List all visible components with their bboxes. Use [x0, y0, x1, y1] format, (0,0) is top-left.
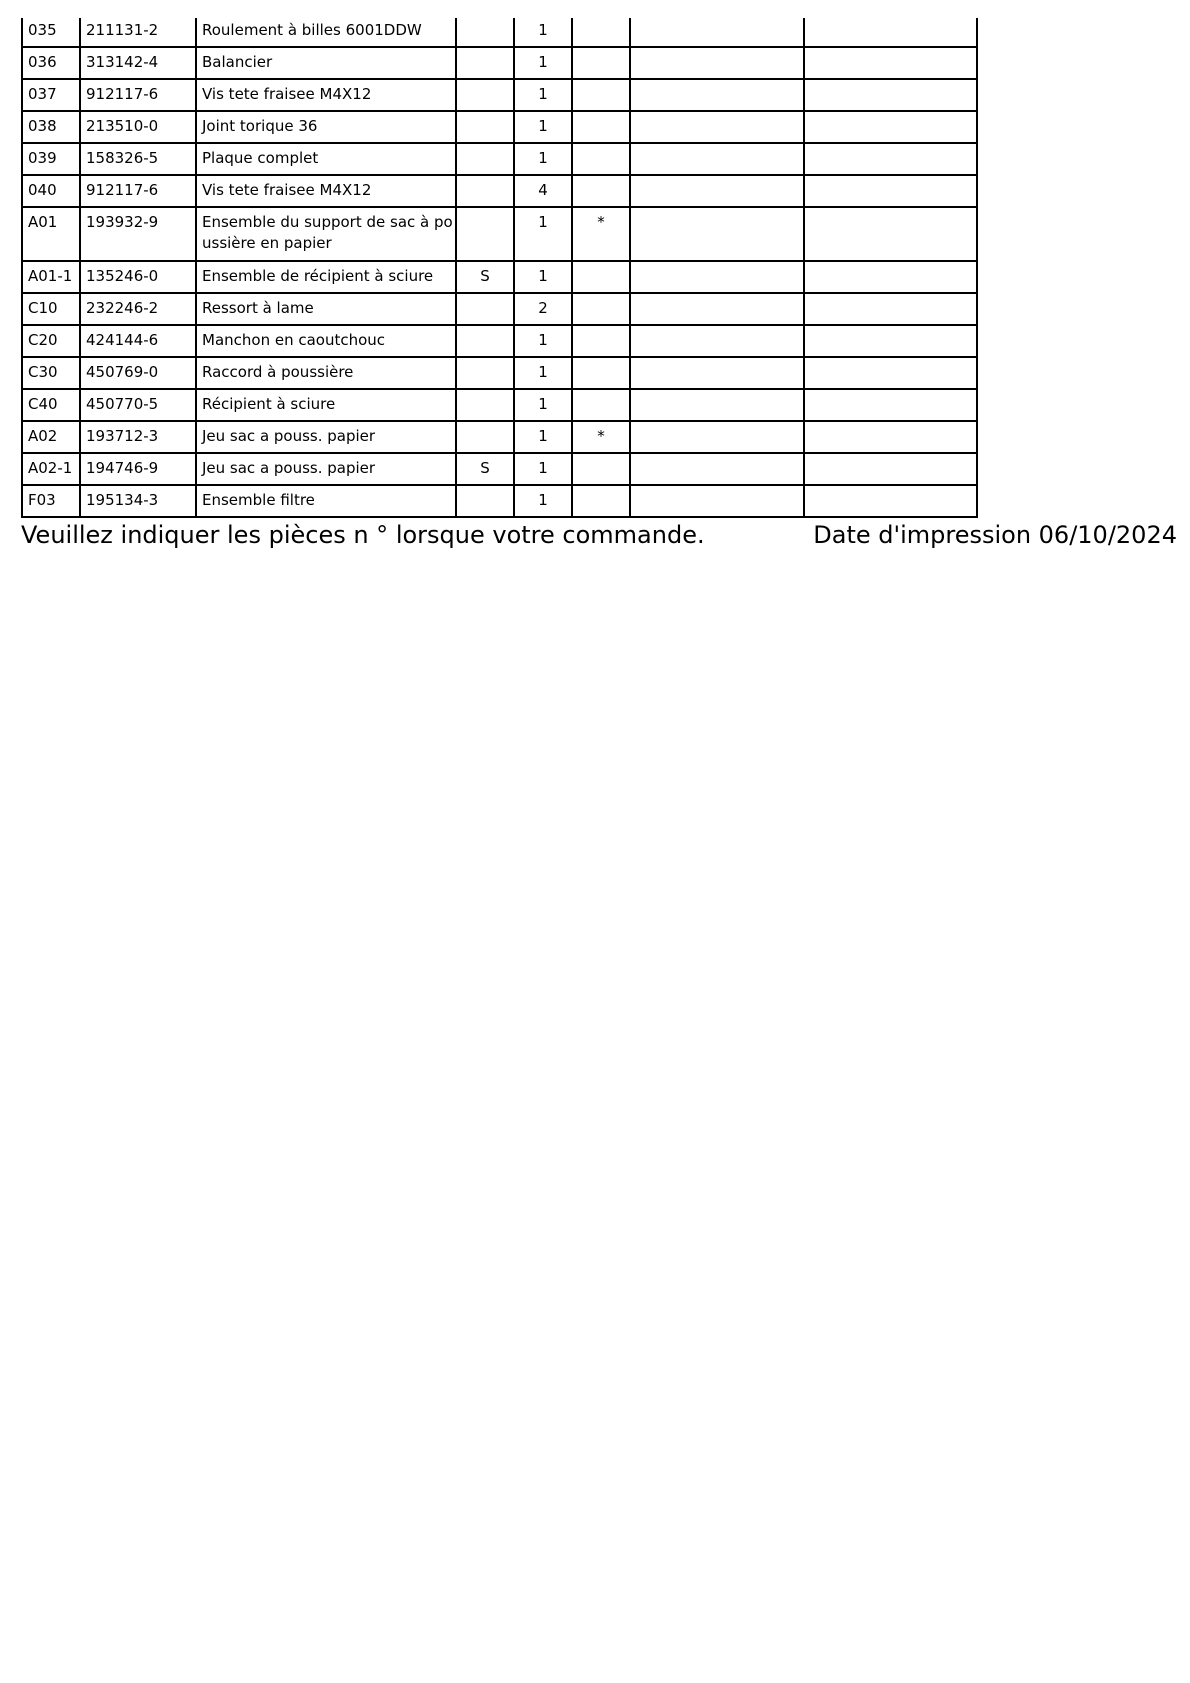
- parts-table: [21, 18, 978, 518]
- marker-cell-text: [573, 390, 629, 394]
- description-cell-text: Ensemble du support de sac à poussière en papier: [202, 213, 453, 252]
- reference-cell-text: 424144-6: [86, 331, 159, 349]
- empty-cell: [630, 325, 804, 357]
- table-row: [22, 389, 977, 421]
- description-cell: [196, 293, 456, 325]
- empty-cell: [804, 207, 977, 261]
- part-number-cell: [22, 325, 80, 357]
- quantity-cell-text: 4: [538, 181, 548, 199]
- supply-code-cell: [456, 18, 514, 47]
- reference-cell: [80, 261, 196, 293]
- empty-cell-text: [636, 358, 803, 362]
- description-cell-text: Ensemble de récipient à sciure: [202, 267, 434, 285]
- reference-cell-text: 158326-5: [86, 149, 159, 167]
- marker-cell-text: *: [597, 213, 605, 231]
- quantity-cell-text: 1: [538, 85, 548, 103]
- empty-cell-text: [636, 294, 803, 298]
- part-number-cell: [22, 175, 80, 207]
- quantity-cell-text: 1: [538, 53, 548, 71]
- quantity-cell: [514, 47, 572, 79]
- empty-cell-text: [810, 80, 976, 84]
- empty-cell: [630, 453, 804, 485]
- empty-cell-text: [810, 262, 976, 266]
- part-number-cell: [22, 357, 80, 389]
- supply-code-cell-text: [457, 294, 513, 298]
- marker-cell-text: [573, 18, 629, 20]
- reference-cell: [80, 207, 196, 261]
- part-number-cell: [22, 293, 80, 325]
- empty-cell-text: [810, 390, 976, 394]
- supply-code-cell: [456, 111, 514, 143]
- empty-cell: [804, 357, 977, 389]
- marker-cell: [572, 325, 630, 357]
- part-number-cell: [22, 79, 80, 111]
- reference-cell-text: 195134-3: [86, 491, 159, 509]
- description-cell: [196, 143, 456, 175]
- empty-cell: [630, 485, 804, 517]
- empty-cell-text: [636, 390, 803, 394]
- part-number-cell: [22, 421, 80, 453]
- description-cell: [196, 175, 456, 207]
- marker-cell: [572, 175, 630, 207]
- description-cell-text: Ressort à lame: [202, 299, 314, 317]
- reference-cell: [80, 175, 196, 207]
- reference-cell: [80, 485, 196, 517]
- empty-cell-text: [810, 422, 976, 426]
- empty-cell-text: [636, 454, 803, 458]
- empty-cell-text: [636, 262, 803, 266]
- marker-cell-text: [573, 144, 629, 148]
- table-row: [22, 79, 977, 111]
- marker-cell-text: [573, 80, 629, 84]
- empty-cell: [630, 207, 804, 261]
- quantity-cell-text: 1: [538, 427, 548, 445]
- quantity-cell: [514, 261, 572, 293]
- empty-cell: [630, 421, 804, 453]
- marker-cell-text: [573, 48, 629, 52]
- quantity-cell-text: 1: [538, 117, 548, 135]
- marker-cell: [572, 143, 630, 175]
- order-instruction-note: Veuillez indiquer les pièces n ° lorsque votre commande.: [21, 521, 705, 549]
- quantity-cell-text: 1: [538, 331, 548, 349]
- empty-cell: [804, 175, 977, 207]
- empty-cell-text: [636, 208, 803, 212]
- empty-cell: [804, 143, 977, 175]
- part-number-cell: [22, 143, 80, 175]
- marker-cell: [572, 421, 630, 453]
- description-cell: [196, 453, 456, 485]
- description-cell-text: Récipient à sciure: [202, 395, 336, 413]
- marker-cell: [572, 485, 630, 517]
- supply-code-cell: [456, 175, 514, 207]
- part-number-cell: [22, 389, 80, 421]
- description-cell: [196, 421, 456, 453]
- description-cell: [196, 485, 456, 517]
- reference-cell-text: 450770-5: [86, 395, 159, 413]
- quantity-cell-text: 1: [538, 459, 548, 477]
- description-cell: [196, 111, 456, 143]
- empty-cell: [630, 175, 804, 207]
- description-cell: [196, 47, 456, 79]
- part-number-cell: [22, 485, 80, 517]
- marker-cell-text: [573, 262, 629, 266]
- table-row: [22, 261, 977, 293]
- supply-code-cell: [456, 421, 514, 453]
- marker-cell: [572, 18, 630, 47]
- empty-cell-text: [636, 486, 803, 490]
- supply-code-cell-text: [457, 48, 513, 52]
- reference-cell: [80, 47, 196, 79]
- quantity-cell-text: 1: [538, 363, 548, 381]
- supply-code-cell: [456, 261, 514, 293]
- supply-code-cell-text: [457, 112, 513, 116]
- description-cell: [196, 325, 456, 357]
- marker-cell: [572, 79, 630, 111]
- quantity-cell: [514, 389, 572, 421]
- reference-cell: [80, 79, 196, 111]
- supply-code-cell-text: [457, 208, 513, 212]
- empty-cell-text: [636, 422, 803, 426]
- empty-cell: [630, 143, 804, 175]
- parts-table-body: [22, 18, 977, 517]
- quantity-cell: [514, 18, 572, 47]
- reference-cell-text: 211131-2: [86, 21, 159, 39]
- supply-code-cell: [456, 207, 514, 261]
- empty-cell-text: [636, 176, 803, 180]
- quantity-cell: [514, 421, 572, 453]
- quantity-cell: [514, 207, 572, 261]
- quantity-cell: [514, 143, 572, 175]
- quantity-cell-text: 1: [538, 395, 548, 413]
- table-row: [22, 175, 977, 207]
- quantity-cell: [514, 175, 572, 207]
- empty-cell: [804, 389, 977, 421]
- quantity-cell-text: 1: [538, 213, 548, 231]
- part-number-cell: [22, 261, 80, 293]
- part-number-cell-text: 039: [28, 149, 57, 167]
- empty-cell: [804, 325, 977, 357]
- empty-cell-text: [810, 454, 976, 458]
- table-row: [22, 325, 977, 357]
- quantity-cell-text: 1: [538, 491, 548, 509]
- empty-cell-text: [636, 80, 803, 84]
- description-cell-text: Ensemble filtre: [202, 491, 315, 509]
- empty-cell-text: [810, 486, 976, 490]
- reference-cell: [80, 143, 196, 175]
- part-number-cell-text: 038: [28, 117, 57, 135]
- description-cell-text: Jeu sac a pouss. papier: [202, 459, 376, 477]
- quantity-cell-text: 1: [538, 149, 548, 167]
- empty-cell: [804, 111, 977, 143]
- marker-cell: [572, 453, 630, 485]
- supply-code-cell-text: [457, 486, 513, 490]
- empty-cell: [804, 421, 977, 453]
- table-row: [22, 421, 977, 453]
- reference-cell-text: 232246-2: [86, 299, 159, 317]
- empty-cell: [630, 357, 804, 389]
- reference-cell-text: 313142-4: [86, 53, 159, 71]
- part-number-cell-text: A01-1: [28, 267, 73, 285]
- part-number-cell-text: A01: [28, 213, 58, 231]
- description-cell: [196, 79, 456, 111]
- reference-cell: [80, 18, 196, 47]
- empty-cell: [630, 293, 804, 325]
- supply-code-cell-text: S: [480, 267, 490, 285]
- marker-cell: [572, 111, 630, 143]
- empty-cell-text: [810, 326, 976, 330]
- reference-cell-text: 193712-3: [86, 427, 159, 445]
- empty-cell-text: [636, 326, 803, 330]
- description-cell: [196, 261, 456, 293]
- table-row: [22, 293, 977, 325]
- description-cell-text: Jeu sac a pouss. papier: [202, 427, 376, 445]
- description-cell-text: Manchon en caoutchouc: [202, 331, 386, 349]
- part-number-cell-text: A02: [28, 427, 58, 445]
- part-number-cell-text: 040: [28, 181, 57, 199]
- empty-cell-text: [810, 176, 976, 180]
- marker-cell: [572, 389, 630, 421]
- reference-cell: [80, 453, 196, 485]
- description-cell: [196, 207, 456, 261]
- reference-cell-text: 450769-0: [86, 363, 159, 381]
- part-number-cell-text: C30: [28, 363, 58, 381]
- part-number-cell-text: A02-1: [28, 459, 73, 477]
- marker-cell: [572, 357, 630, 389]
- table-row: [22, 111, 977, 143]
- marker-cell: [572, 261, 630, 293]
- reference-cell: [80, 421, 196, 453]
- empty-cell-text: [636, 18, 803, 20]
- supply-code-cell-text: [457, 390, 513, 394]
- empty-cell: [630, 18, 804, 47]
- part-number-cell: [22, 18, 80, 47]
- empty-cell: [630, 111, 804, 143]
- reference-cell-text: 912117-6: [86, 181, 159, 199]
- table-row: [22, 357, 977, 389]
- part-number-cell-text: F03: [28, 491, 56, 509]
- reference-cell: [80, 325, 196, 357]
- part-number-cell: [22, 453, 80, 485]
- reference-cell: [80, 111, 196, 143]
- supply-code-cell-text: [457, 422, 513, 426]
- supply-code-cell: [456, 357, 514, 389]
- empty-cell: [804, 293, 977, 325]
- supply-code-cell-text: [457, 358, 513, 362]
- empty-cell-text: [636, 112, 803, 116]
- table-row: [22, 207, 977, 261]
- supply-code-cell-text: [457, 176, 513, 180]
- description-cell-text: Vis tete fraisee M4X12: [202, 181, 372, 199]
- quantity-cell-text: 2: [538, 299, 548, 317]
- part-number-cell: [22, 111, 80, 143]
- supply-code-cell-text: [457, 326, 513, 330]
- quantity-cell-text: 1: [538, 21, 548, 39]
- quantity-cell: [514, 293, 572, 325]
- empty-cell-text: [636, 48, 803, 52]
- print-date: Date d'impression 06/10/2024: [813, 521, 1177, 549]
- description-cell-text: Joint torique 36: [202, 117, 318, 135]
- reference-cell: [80, 293, 196, 325]
- part-number-cell-text: 035: [28, 21, 57, 39]
- quantity-cell: [514, 79, 572, 111]
- supply-code-cell: [456, 79, 514, 111]
- supply-code-cell: [456, 143, 514, 175]
- empty-cell: [630, 79, 804, 111]
- empty-cell: [804, 18, 977, 47]
- reference-cell-text: 912117-6: [86, 85, 159, 103]
- empty-cell-text: [636, 144, 803, 148]
- quantity-cell-text: 1: [538, 267, 548, 285]
- quantity-cell: [514, 111, 572, 143]
- empty-cell-text: [810, 208, 976, 212]
- marker-cell: [572, 207, 630, 261]
- supply-code-cell: [456, 325, 514, 357]
- part-number-cell-text: C10: [28, 299, 58, 317]
- description-cell: [196, 18, 456, 47]
- supply-code-cell-text: [457, 18, 513, 20]
- marker-cell-text: [573, 486, 629, 490]
- description-cell-text: Plaque complet: [202, 149, 319, 167]
- description-cell-text: Roulement à billes 6001DDW: [202, 21, 422, 39]
- part-number-cell-text: 037: [28, 85, 57, 103]
- empty-cell: [630, 47, 804, 79]
- table-row: [22, 18, 977, 47]
- reference-cell: [80, 357, 196, 389]
- description-cell: [196, 389, 456, 421]
- table-row: [22, 143, 977, 175]
- reference-cell: [80, 389, 196, 421]
- quantity-cell: [514, 357, 572, 389]
- supply-code-cell: [456, 453, 514, 485]
- empty-cell: [630, 389, 804, 421]
- description-cell-text: Raccord à poussière: [202, 363, 354, 381]
- supply-code-cell: [456, 293, 514, 325]
- reference-cell-text: 193932-9: [86, 213, 159, 231]
- empty-cell: [630, 261, 804, 293]
- part-number-cell: [22, 47, 80, 79]
- table-row: [22, 453, 977, 485]
- empty-cell: [804, 485, 977, 517]
- description-cell-text: Balancier: [202, 53, 273, 71]
- empty-cell-text: [810, 144, 976, 148]
- marker-cell-text: [573, 454, 629, 458]
- quantity-cell: [514, 453, 572, 485]
- description-cell-text: Vis tete fraisee M4X12: [202, 85, 372, 103]
- empty-cell: [804, 79, 977, 111]
- supply-code-cell: [456, 389, 514, 421]
- supply-code-cell: [456, 485, 514, 517]
- marker-cell: [572, 293, 630, 325]
- reference-cell-text: 213510-0: [86, 117, 159, 135]
- empty-cell: [804, 47, 977, 79]
- table-row: [22, 47, 977, 79]
- quantity-cell: [514, 485, 572, 517]
- supply-code-cell-text: [457, 144, 513, 148]
- marker-cell-text: [573, 358, 629, 362]
- quantity-cell: [514, 325, 572, 357]
- supply-code-cell-text: [457, 80, 513, 84]
- empty-cell: [804, 453, 977, 485]
- empty-cell: [804, 261, 977, 293]
- empty-cell-text: [810, 112, 976, 116]
- table-row: [22, 485, 977, 517]
- marker-cell-text: [573, 176, 629, 180]
- part-number-cell-text: C40: [28, 395, 58, 413]
- part-number-cell: [22, 207, 80, 261]
- empty-cell-text: [810, 294, 976, 298]
- empty-cell-text: [810, 48, 976, 52]
- supply-code-cell: [456, 47, 514, 79]
- supply-code-cell-text: S: [480, 459, 490, 477]
- part-number-cell-text: C20: [28, 331, 58, 349]
- reference-cell-text: 135246-0: [86, 267, 159, 285]
- marker-cell-text: [573, 294, 629, 298]
- marker-cell: [572, 47, 630, 79]
- empty-cell-text: [810, 358, 976, 362]
- description-cell: [196, 357, 456, 389]
- empty-cell-text: [810, 18, 976, 20]
- part-number-cell-text: 036: [28, 53, 57, 71]
- marker-cell-text: *: [597, 427, 605, 445]
- marker-cell-text: [573, 326, 629, 330]
- reference-cell-text: 194746-9: [86, 459, 159, 477]
- marker-cell-text: [573, 112, 629, 116]
